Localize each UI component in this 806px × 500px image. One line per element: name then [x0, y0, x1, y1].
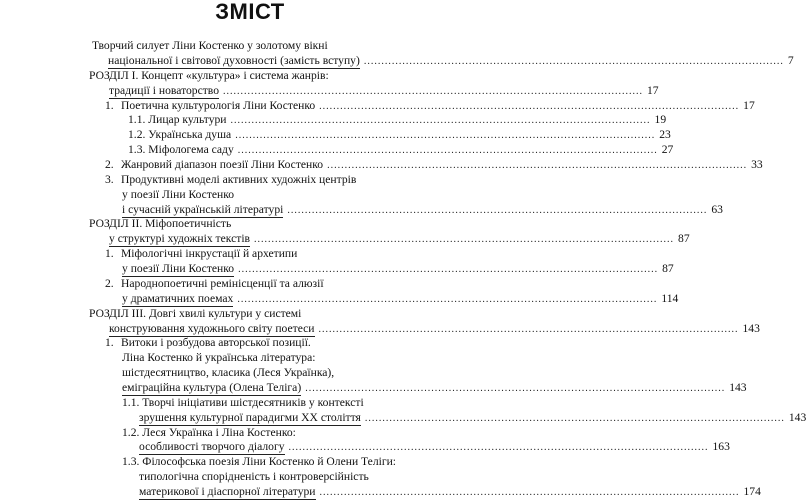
- toc-item-title: у структурі художніх текстів: [109, 232, 251, 246]
- toc-line[interactable]: [89, 306, 442, 321]
- toc-line[interactable]: [139, 439, 730, 454]
- toc-page-number: 63: [711, 202, 723, 216]
- toc-item-title: і сучасній українській літературі: [122, 202, 284, 216]
- toc-leader-dots: ........................................................................................................................: [223, 85, 643, 97]
- toc-line[interactable]: [139, 410, 806, 425]
- toc-leader-dots: ........................................................................................................................: [327, 159, 748, 171]
- toc-item-title: материкової і діаспорної літератури: [139, 485, 316, 498]
- toc-page-number: 87: [678, 232, 690, 246]
- toc-item-title: РОЗДІЛ І. Концепт «культура» і система жанрів:: [89, 68, 329, 82]
- toc-item-number: 2.: [105, 276, 114, 290]
- toc-page-number: 163: [712, 440, 730, 454]
- toc-item-title: 1.2. Українська душа: [128, 128, 232, 142]
- toc-line[interactable]: [122, 380, 747, 395]
- toc-leader-dots: ........................................................................................................................: [237, 293, 658, 305]
- toc-item-title: Поетична культурологія Ліни Костенко: [121, 98, 316, 112]
- toc-line[interactable]: [105, 246, 442, 261]
- toc-line[interactable]: [139, 469, 442, 484]
- toc-item-title: зрушення культурної парадигми ХХ століття: [139, 410, 361, 424]
- toc-item-title: Міфологічні інкрустації й архетипи: [121, 247, 298, 261]
- toc-item-title: Продуктивні моделі активних художніх центрів: [121, 172, 357, 186]
- toc-line[interactable]: [105, 157, 763, 172]
- page-title: ЗМІСТ: [215, 0, 285, 24]
- toc-line[interactable]: [122, 395, 442, 410]
- toc-leader-dots: ........................................................................................................................: [318, 323, 739, 335]
- toc-page-number: 17: [647, 83, 659, 97]
- toc-item-title: еміграційна культура (Олена Теліга): [122, 380, 302, 394]
- toc-item-title: РОЗДІЛ ІІІ. Довгі хвилі культури у системі: [89, 306, 302, 320]
- toc-line[interactable]: [89, 216, 442, 231]
- toc-item-title: у поезії Ліни Костенко: [122, 187, 235, 201]
- toc-item-title: Ліна Костенко й українська література:: [122, 351, 316, 365]
- toc-line[interactable]: [139, 484, 761, 499]
- toc-page-number: 174: [743, 485, 761, 498]
- toc-item-title: Жанровий діапазон поезії Ліни Костенко: [121, 157, 324, 171]
- toc-item-title: традиції і новаторство: [109, 83, 219, 97]
- toc-page-number: 23: [659, 128, 671, 142]
- toc-line[interactable]: [122, 291, 679, 306]
- toc-line[interactable]: [105, 335, 442, 350]
- toc-line[interactable]: [105, 276, 442, 291]
- toc-item-title: 1.2. Леся Українка і Ліна Костенко:: [122, 425, 296, 439]
- toc-leader-dots: ........................................................................................................................: [287, 204, 708, 216]
- toc-item-title: Народнопоетичні ремінісценції та алюзії: [121, 276, 324, 290]
- toc-item-number: 1.: [105, 247, 114, 261]
- toc-leader-dots: ........................................................................................................................: [237, 145, 658, 157]
- toc-item-number: 1.: [105, 336, 114, 350]
- toc-page-number: 33: [751, 157, 763, 171]
- toc-line[interactable]: [109, 83, 659, 98]
- toc-line[interactable]: [122, 425, 442, 440]
- toc-item-title: у поезії Ліни Костенко: [122, 262, 235, 275]
- toc-item-title: типологічна спорідненість і контроверсійність: [139, 470, 369, 484]
- toc-item-title: 1.1. Лицар культури: [128, 113, 227, 127]
- toc-item-title: РОЗДІЛ ІІ. Міфопоетичність: [89, 217, 232, 231]
- toc-line[interactable]: [122, 202, 723, 217]
- toc-line[interactable]: [128, 142, 674, 157]
- toc-leader-dots: ........................................................................................................................: [230, 115, 651, 127]
- toc-item-title: у драматичних поемах: [122, 291, 234, 305]
- toc-line[interactable]: [89, 68, 442, 83]
- toc-page-number: 17: [743, 98, 755, 112]
- toc-leader-dots: ........................................................................................................................: [254, 234, 675, 246]
- toc-item-number: 3.: [105, 172, 114, 186]
- toc-page-number: 143: [742, 321, 760, 335]
- toc-line[interactable]: [122, 350, 442, 365]
- toc-line[interactable]: [108, 53, 794, 68]
- toc-item-title: особливості творчого діалогу: [139, 440, 285, 454]
- toc-item-title: 1.1. Творчі ініціативи шістдесятників у контексті: [122, 395, 364, 409]
- toc-line[interactable]: [128, 127, 671, 142]
- toc-item-title: конструювання художнього світу поетеси: [109, 321, 315, 335]
- toc-item-number: 1.: [105, 98, 114, 112]
- toc-item-title: Творчий силует Ліни Костенко у золотому вікні: [92, 39, 328, 52]
- toc-page-number: 143: [729, 380, 747, 394]
- toc-leader-dots: ........................................................................................................................: [288, 442, 709, 454]
- toc-leader-dots: ........................................................................................................................: [305, 382, 726, 394]
- toc-line[interactable]: [105, 172, 442, 187]
- toc-item-title: 1.3. Міфологема саду: [128, 143, 234, 157]
- toc-page-number: 19: [654, 113, 667, 127]
- toc-page-number: 87: [662, 262, 674, 275]
- toc-item-number: 2.: [105, 157, 114, 171]
- toc-item-title: шістдесятництво, класика (Леся Українка),: [122, 366, 335, 380]
- toc-item-title: 1.3. Філософська поезія Ліни Костенко й Олени Теліги:: [122, 455, 397, 469]
- toc-leader-dots: ........................................................................................................................: [238, 264, 659, 275]
- toc-line[interactable]: [122, 261, 674, 276]
- toc-line[interactable]: [122, 365, 442, 380]
- toc-leader-dots: ........................................................................................................................: [319, 100, 740, 112]
- toc-line[interactable]: [92, 38, 442, 53]
- toc-line[interactable]: [109, 321, 760, 336]
- toc-page-number: 143: [788, 410, 806, 424]
- toc-leader-dots: ........................................................................................................................: [364, 412, 785, 424]
- toc-line[interactable]: [109, 231, 690, 246]
- toc-item-title: Витоки і розбудова авторської позиції.: [121, 336, 311, 350]
- toc-line[interactable]: [122, 187, 442, 202]
- toc-line[interactable]: [128, 112, 667, 127]
- toc-page-number: 27: [661, 143, 674, 157]
- toc-line[interactable]: [122, 454, 442, 469]
- toc-line[interactable]: [105, 98, 755, 113]
- toc-page-number: 114: [661, 291, 679, 305]
- toc-page-number: 7: [787, 53, 794, 67]
- toc-leader-dots: ........................................................................................................................: [363, 55, 784, 67]
- toc-item-title: національної і світової духовності (замість вступу): [108, 53, 360, 67]
- toc-leader-dots: ........................................................................................................................: [319, 487, 740, 498]
- toc-leader-dots: ........................................................................................................................: [235, 130, 656, 142]
